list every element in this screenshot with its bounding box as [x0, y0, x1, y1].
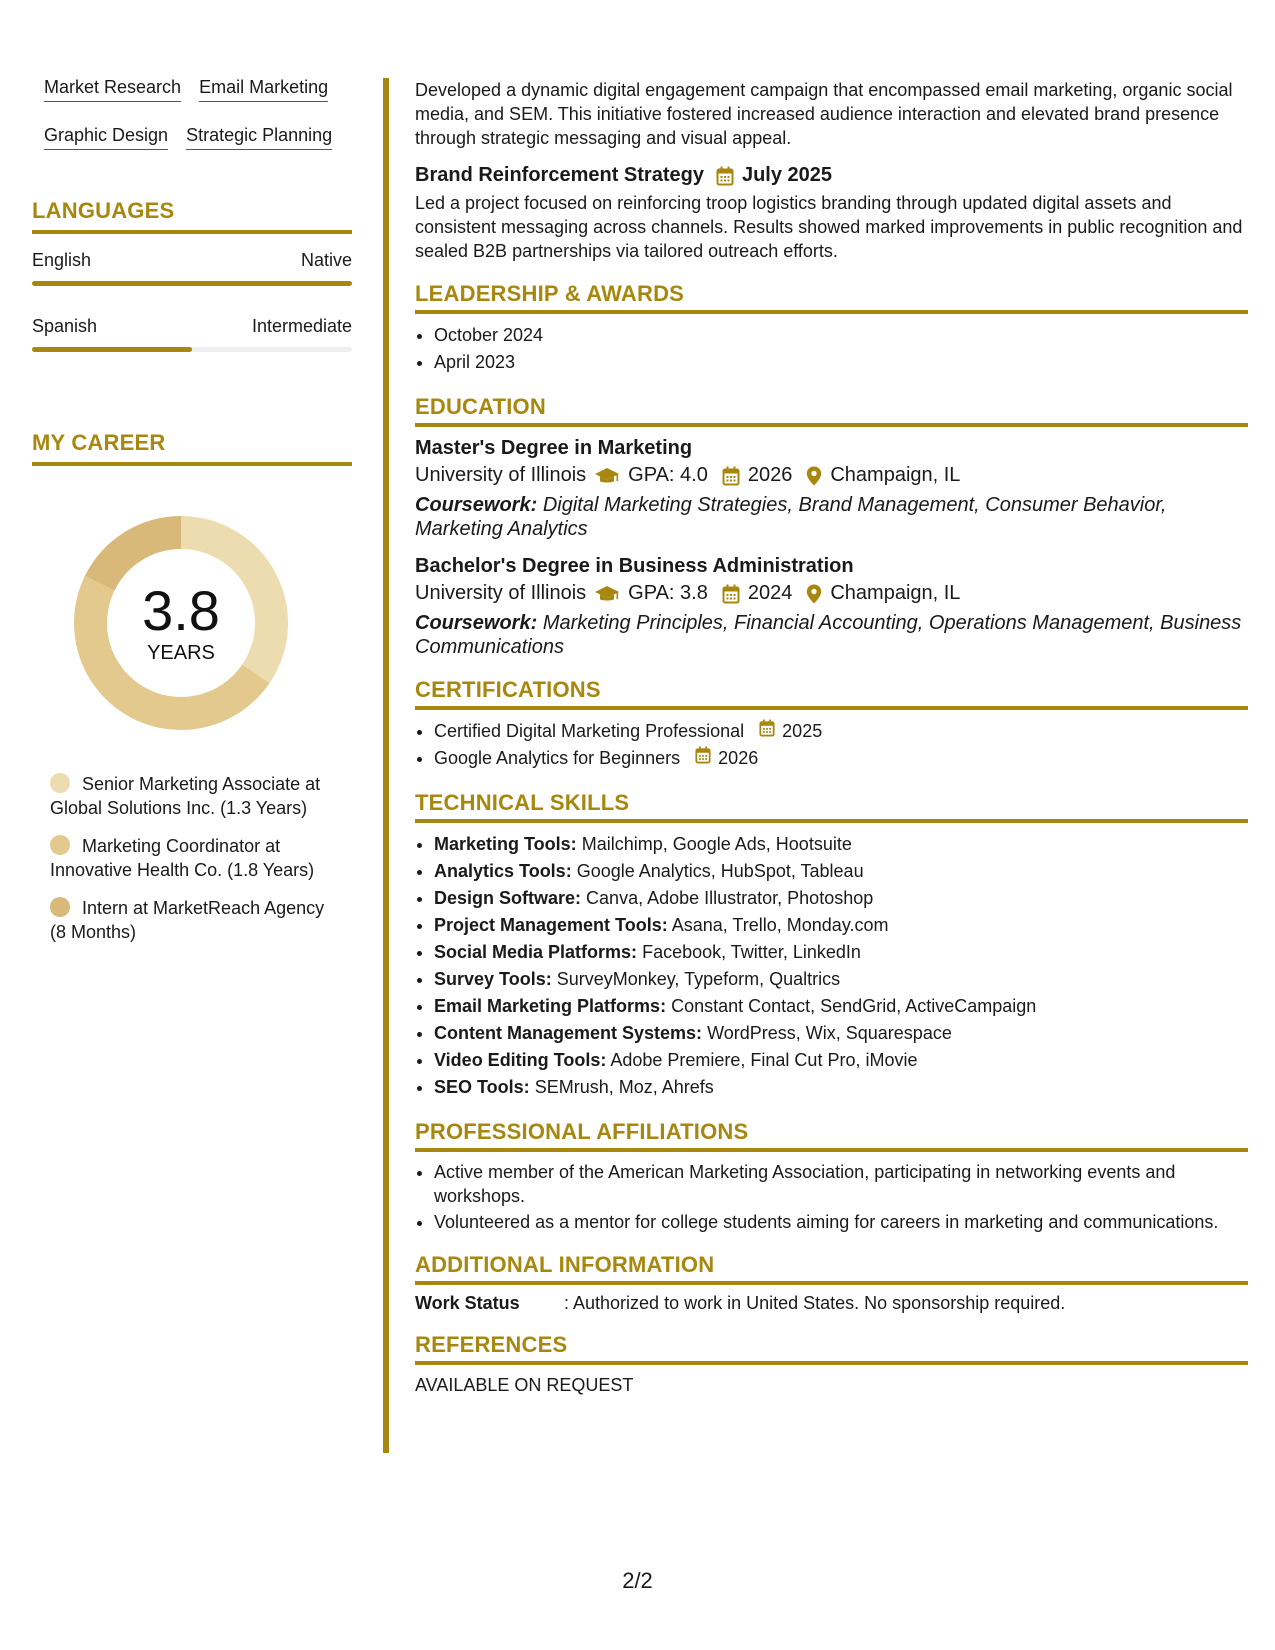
calendar-icon [722, 466, 740, 486]
legend-dot [50, 835, 70, 855]
list-item [434, 939, 1248, 966]
calendar-icon [722, 584, 740, 604]
language-proficiency-bar [32, 347, 352, 352]
list-item [434, 1074, 1248, 1101]
language-name: Spanish [32, 316, 98, 336]
career-total-unit: YEARS [147, 641, 215, 664]
certification-year: 2026 [718, 748, 759, 768]
coursework [415, 493, 1248, 541]
education-meta [415, 464, 1248, 487]
list-item: • October 2024 [434, 322, 1248, 349]
gpa: GPA: 4.0 [628, 464, 708, 486]
career-donut-chart [66, 508, 296, 738]
list-item [434, 1020, 1248, 1047]
coursework-label: Coursework: [415, 494, 538, 516]
certification-year: 2025 [782, 721, 823, 741]
education-location: Champaign, IL [830, 464, 961, 486]
skill-label: Design Software: [434, 888, 582, 908]
graduation-cap-icon [594, 466, 620, 486]
skill-value: Google Analytics, HubSpot, Tableau [576, 861, 864, 881]
education-item [415, 555, 1248, 659]
list-item [434, 831, 1248, 858]
legend-dot [50, 897, 70, 917]
skill-label: SEO Tools: [434, 1077, 530, 1097]
career-legend-item [50, 896, 330, 944]
education-heading: EDUCATION [415, 394, 1248, 427]
coursework-text: Digital Marketing Strategies, Brand Management, Consumer Behavior, Marketing Analytics [415, 494, 1167, 540]
calendar-icon [695, 746, 711, 764]
career-legend [50, 772, 330, 944]
career-legend-item [50, 772, 330, 820]
references-text: AVAILABLE ON REQUEST [415, 1375, 634, 1395]
list-item [434, 1047, 1248, 1074]
skills-row-2 [44, 124, 352, 150]
calendar-icon [759, 719, 775, 737]
list-item: • Volunteered as a mentor for college students aiming for careers in marketing and communications. [434, 1210, 1248, 1234]
additional-info-heading: ADDITIONAL INFORMATION [415, 1252, 1248, 1285]
skill-tag: Email Marketing [199, 76, 328, 102]
project-title-row [415, 164, 1248, 187]
coursework-text: Marketing Principles, Financial Accounting, Operations Management, Business Communications [415, 612, 1242, 658]
map-pin-icon [806, 466, 822, 486]
list-item [434, 858, 1248, 885]
project-intro: Developed a dynamic digital engagement campaign that encompassed email marketing, organic social media, and SEM. This initiative fostered increased audience interaction and elevated brand presence through strategic messaging and visual appeal. [415, 80, 1233, 148]
graduation-year: 2026 [747, 464, 793, 486]
work-status-value: : Authorized to work in United States. No sponsorship required. [564, 1293, 1066, 1313]
left-column [32, 76, 352, 958]
skill-label: Social Media Platforms: [434, 942, 638, 962]
skill-value: WordPress, Wix, Squarespace [707, 1023, 952, 1043]
technical-skills-list [415, 831, 1248, 1101]
career-legend-text: Marketing Coordinator at Innovative Health Co. (1.8 Years) [50, 836, 315, 880]
skill-value: Asana, Trello, Monday.com [671, 915, 889, 935]
skill-value: Facebook, Twitter, LinkedIn [642, 942, 861, 962]
education-item [415, 437, 1248, 541]
skill-value: Canva, Adobe Illustrator, Photoshop [586, 888, 874, 908]
list-item: • Active member of the American Marketing Association, participating in networking events and workshops. [434, 1160, 1248, 1208]
language-proficiency-fill [32, 281, 352, 286]
language-level: Intermediate [251, 316, 352, 336]
leadership-list [415, 322, 1248, 376]
affiliations-heading: PROFESSIONAL AFFILIATIONS [415, 1119, 1248, 1152]
skill-label: Video Editing Tools: [434, 1050, 607, 1070]
list-item [434, 718, 1248, 745]
skill-tag: Market Research [44, 76, 181, 102]
career-total-years: 3.8 [142, 578, 220, 642]
language-level: Native [300, 250, 352, 270]
skill-label: Email Marketing Platforms: [434, 996, 667, 1016]
list-item [434, 885, 1248, 912]
language-proficiency-fill [32, 347, 192, 352]
skill-label: Analytics Tools: [434, 861, 572, 881]
certification-name: Certified Digital Marketing Professional [434, 721, 745, 741]
leadership-heading: LEADERSHIP & AWARDS [415, 281, 1248, 314]
certification-name: Google Analytics for Beginners [434, 748, 681, 768]
references-heading: REFERENCES [415, 1332, 1248, 1365]
list-item [434, 745, 1248, 772]
skill-value: Mailchimp, Google Ads, Hootsuite [581, 834, 852, 854]
certifications-heading: CERTIFICATIONS [415, 677, 1248, 710]
skill-label: Content Management Systems: [434, 1023, 703, 1043]
calendar-icon [716, 166, 734, 186]
map-pin-icon [806, 584, 822, 604]
page-number: 2/2 [622, 1568, 653, 1593]
skill-label: Project Management Tools: [434, 915, 668, 935]
skill-value: SEMrush, Moz, Ahrefs [534, 1077, 714, 1097]
education-location: Champaign, IL [830, 582, 961, 604]
skill-value: SurveyMonkey, Typeform, Qualtrics [556, 969, 841, 989]
project-description: Led a project focused on reinforcing troop logistics branding through updated digital assets and consistent messaging across channels. Results showed marked improvements in public recognition and sealed B2B partnerships via tailored outreach efforts. [415, 193, 1243, 261]
school-name: University of Illinois [415, 582, 587, 604]
degree-title: Bachelor's Degree in Business Administration [415, 555, 854, 577]
language-name: English [32, 250, 92, 270]
career-heading: MY CAREER [32, 430, 352, 466]
affiliations-list [415, 1160, 1248, 1234]
skills-row-1 [44, 76, 352, 102]
list-item [434, 966, 1248, 993]
right-column [415, 78, 1248, 1396]
project-title: Brand Reinforcement Strategy [415, 164, 704, 186]
school-name: University of Illinois [415, 464, 587, 486]
skill-tag: Graphic Design [44, 124, 168, 150]
list-item: • April 2023 [434, 349, 1248, 376]
work-status-label: Work Status [415, 1293, 520, 1313]
graduation-cap-icon [594, 584, 620, 604]
languages-heading: LANGUAGES [32, 198, 352, 234]
list-item [434, 912, 1248, 939]
skill-label: Survey Tools: [434, 969, 552, 989]
skill-tag: Strategic Planning [186, 124, 332, 150]
coursework [415, 611, 1248, 659]
list-item [434, 993, 1248, 1020]
career-legend-text: Intern at MarketReach Agency (8 Months) [50, 898, 325, 942]
career-legend-text: Senior Marketing Associate at Global Solutions Inc. (1.3 Years) [50, 774, 321, 818]
skill-value: Constant Contact, SendGrid, ActiveCampaign [671, 996, 1037, 1016]
skill-value: Adobe Premiere, Final Cut Pro, iMovie [610, 1050, 918, 1070]
column-divider [383, 78, 389, 1453]
technical-skills-heading: TECHNICAL SKILLS [415, 790, 1248, 823]
education-meta [415, 582, 1248, 605]
project-date: July 2025 [741, 164, 833, 186]
certifications-list [415, 718, 1248, 772]
degree-title: Master's Degree in Marketing [415, 437, 693, 459]
career-legend-item [50, 834, 330, 882]
gpa: GPA: 3.8 [628, 582, 708, 604]
graduation-year: 2024 [747, 582, 793, 604]
language-proficiency-bar [32, 281, 352, 286]
coursework-label: Coursework: [415, 612, 538, 634]
legend-dot [50, 773, 70, 793]
work-status-row [415, 1293, 1248, 1314]
language-item [32, 316, 352, 352]
language-item [32, 250, 352, 286]
skill-label: Marketing Tools: [434, 834, 577, 854]
